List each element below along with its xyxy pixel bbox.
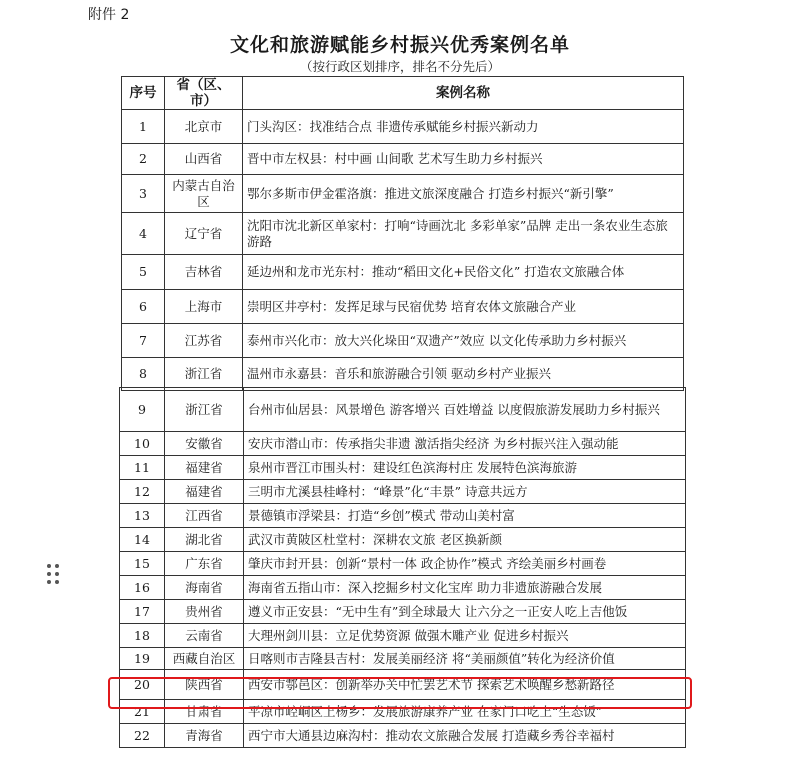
- row-number: 9: [120, 388, 165, 432]
- row-case-name: 日喀则市吉隆县吉村：发展美丽经济 将“美丽颜值”转化为经济价值: [244, 648, 686, 670]
- row-case-name: 沈阳市沈北新区单家村：打响“诗画沈北 多彩单家”品牌 走出一条农业生态旅游路: [243, 213, 684, 255]
- drag-dot: [47, 580, 51, 584]
- table-row: [122, 290, 684, 324]
- table-row: [120, 480, 686, 504]
- row-province: 西藏自治区: [165, 648, 244, 670]
- table-row: [120, 724, 686, 748]
- row-number: 10: [120, 432, 165, 456]
- row-case-name: 温州市永嘉县：音乐和旅游融合引领 驱动乡村产业振兴: [243, 358, 684, 391]
- table-row: [120, 432, 686, 456]
- row-case-name: 崇明区井亭村：发挥足球与民宿优势 培育农体文旅融合产业: [243, 290, 684, 324]
- table-row: [120, 456, 686, 480]
- document-title: 文化和旅游赋能乡村振兴优秀案例名单: [229, 34, 570, 56]
- table-row: [122, 358, 684, 391]
- row-province: 青海省: [165, 724, 244, 748]
- table-row: [122, 144, 684, 175]
- row-province: 湖北省: [165, 528, 244, 552]
- table-row: [120, 624, 686, 648]
- row-case-name: 泰州市兴化市：放大兴化垛田“双遗产”效应 以文化传承助力乡村振兴: [243, 324, 684, 358]
- row-case-name: 遵义市正安县：“无中生有”到全球最大 让六分之一正安人吃上吉他饭: [244, 600, 686, 624]
- row-number: 16: [120, 576, 165, 600]
- row-case-name: 三明市尤溪县桂峰村：“峰景”化“丰景” 诗意共远方: [244, 480, 686, 504]
- column-header-province: 省（区、市）: [165, 77, 243, 110]
- row-case-name: 延边州和龙市光东村：推动“稻田文化+民俗文化” 打造农文旅融合体: [243, 255, 684, 290]
- table-row: [122, 255, 684, 290]
- row-number: 14: [120, 528, 165, 552]
- table-row: [120, 576, 686, 600]
- attachment-label: 附件 2: [88, 7, 130, 23]
- row-number: 6: [122, 290, 165, 324]
- row-case-name: 海南省五指山市：深入挖掘乡村文化宝库 助力非遗旅游融合发展: [244, 576, 686, 600]
- row-case-name: 鄂尔多斯市伊金霍洛旗：推进文旅深度融合 打造乡村振兴“新引擎”: [243, 175, 684, 213]
- drag-dot: [55, 580, 59, 584]
- table-row: [122, 175, 684, 213]
- row-number: 7: [122, 324, 165, 358]
- document-subtitle: （按行政区划排序，排名不分先后）: [299, 59, 500, 74]
- row-case-name: 泉州市晋江市围头村：建设红色滨海村庄 发展特色滨海旅游: [244, 456, 686, 480]
- table-row: [120, 528, 686, 552]
- row-case-name: 晋中市左权县：村中画 山间歌 艺术写生助力乡村振兴: [243, 144, 684, 175]
- row-number: 4: [122, 213, 165, 255]
- row-number: 3: [122, 175, 165, 213]
- row-province: 陕西省: [165, 670, 244, 700]
- row-province: 福建省: [165, 480, 244, 504]
- table-row: [120, 552, 686, 576]
- row-number: 2: [122, 144, 165, 175]
- drag-dot: [55, 572, 59, 576]
- table-row: [122, 110, 684, 144]
- row-province: 辽宁省: [165, 213, 243, 255]
- table-row: [120, 600, 686, 624]
- row-province: 云南省: [165, 624, 244, 648]
- row-case-name: 门头沟区：找准结合点 非遗传承赋能乡村振兴新动力: [243, 110, 684, 144]
- column-header-case: 案例名称: [243, 77, 684, 110]
- row-number: 13: [120, 504, 165, 528]
- row-number: 8: [122, 358, 165, 391]
- row-number: 5: [122, 255, 165, 290]
- row-case-name: 大理州剑川县：立足优势资源 做强木雕产业 促进乡村振兴: [244, 624, 686, 648]
- table-row: [120, 388, 686, 432]
- row-case-name: 景德镇市浮梁县：打造“乡创”模式 带动山美村富: [244, 504, 686, 528]
- row-case-name: 台州市仙居县：风景增色 游客增兴 百姓增益 以度假旅游发展助力乡村振兴: [244, 388, 686, 432]
- highlight-box: [108, 677, 692, 709]
- row-province: 安徽省: [165, 432, 244, 456]
- row-number: 20: [120, 670, 165, 700]
- row-province: 上海市: [165, 290, 243, 324]
- row-number: 1: [122, 110, 165, 144]
- row-province: 福建省: [165, 456, 244, 480]
- table-row: [120, 648, 686, 670]
- row-province: 吉林省: [165, 255, 243, 290]
- row-province: 海南省: [165, 576, 244, 600]
- row-number: 15: [120, 552, 165, 576]
- row-case-name: 西宁市大通县边麻沟村：推动农文旅融合发展 打造藏乡秀谷幸福村: [244, 724, 686, 748]
- row-province: 内蒙古自治区: [165, 175, 243, 213]
- row-case-name: 西安市鄠邑区：创新举办关中忙罢艺术节 探索艺术唤醒乡愁新路径: [244, 670, 686, 700]
- row-case-name: 平凉市崆峒区上杨乡：发展旅游康养产业 在家门口吃上“生态饭”: [244, 700, 686, 724]
- table-row: [120, 504, 686, 528]
- drag-dot: [47, 564, 51, 568]
- row-province: 浙江省: [165, 358, 243, 391]
- row-province: 江西省: [165, 504, 244, 528]
- row-province: 广东省: [165, 552, 244, 576]
- row-province: 北京市: [165, 110, 243, 144]
- row-province: 贵州省: [165, 600, 244, 624]
- row-province: 江苏省: [165, 324, 243, 358]
- drag-handle-icon[interactable]: [47, 564, 61, 586]
- table-header-row: [122, 77, 684, 110]
- row-number: 11: [120, 456, 165, 480]
- table-row: [122, 324, 684, 358]
- drag-dot: [47, 572, 51, 576]
- row-case-name: 武汉市黄陂区杜堂村：深耕农文旅 老区换新颜: [244, 528, 686, 552]
- row-number: 22: [120, 724, 165, 748]
- row-case-name: 安庆市潜山市：传承指尖非遗 激活指尖经济 为乡村振兴注入强动能: [244, 432, 686, 456]
- table-row: [122, 213, 684, 255]
- row-number: 18: [120, 624, 165, 648]
- row-number: 21: [120, 700, 165, 724]
- row-province: 山西省: [165, 144, 243, 175]
- drag-dot: [55, 564, 59, 568]
- row-case-name: 肇庆市封开县：创新“景村一体 政企协作”模式 齐绘美丽乡村画卷: [244, 552, 686, 576]
- case-table-page-1: [121, 76, 684, 391]
- row-province: 浙江省: [165, 388, 244, 432]
- row-number: 12: [120, 480, 165, 504]
- row-number: 17: [120, 600, 165, 624]
- row-number: 19: [120, 648, 165, 670]
- row-province: 甘肃省: [165, 700, 244, 724]
- column-header-number: 序号: [122, 77, 165, 110]
